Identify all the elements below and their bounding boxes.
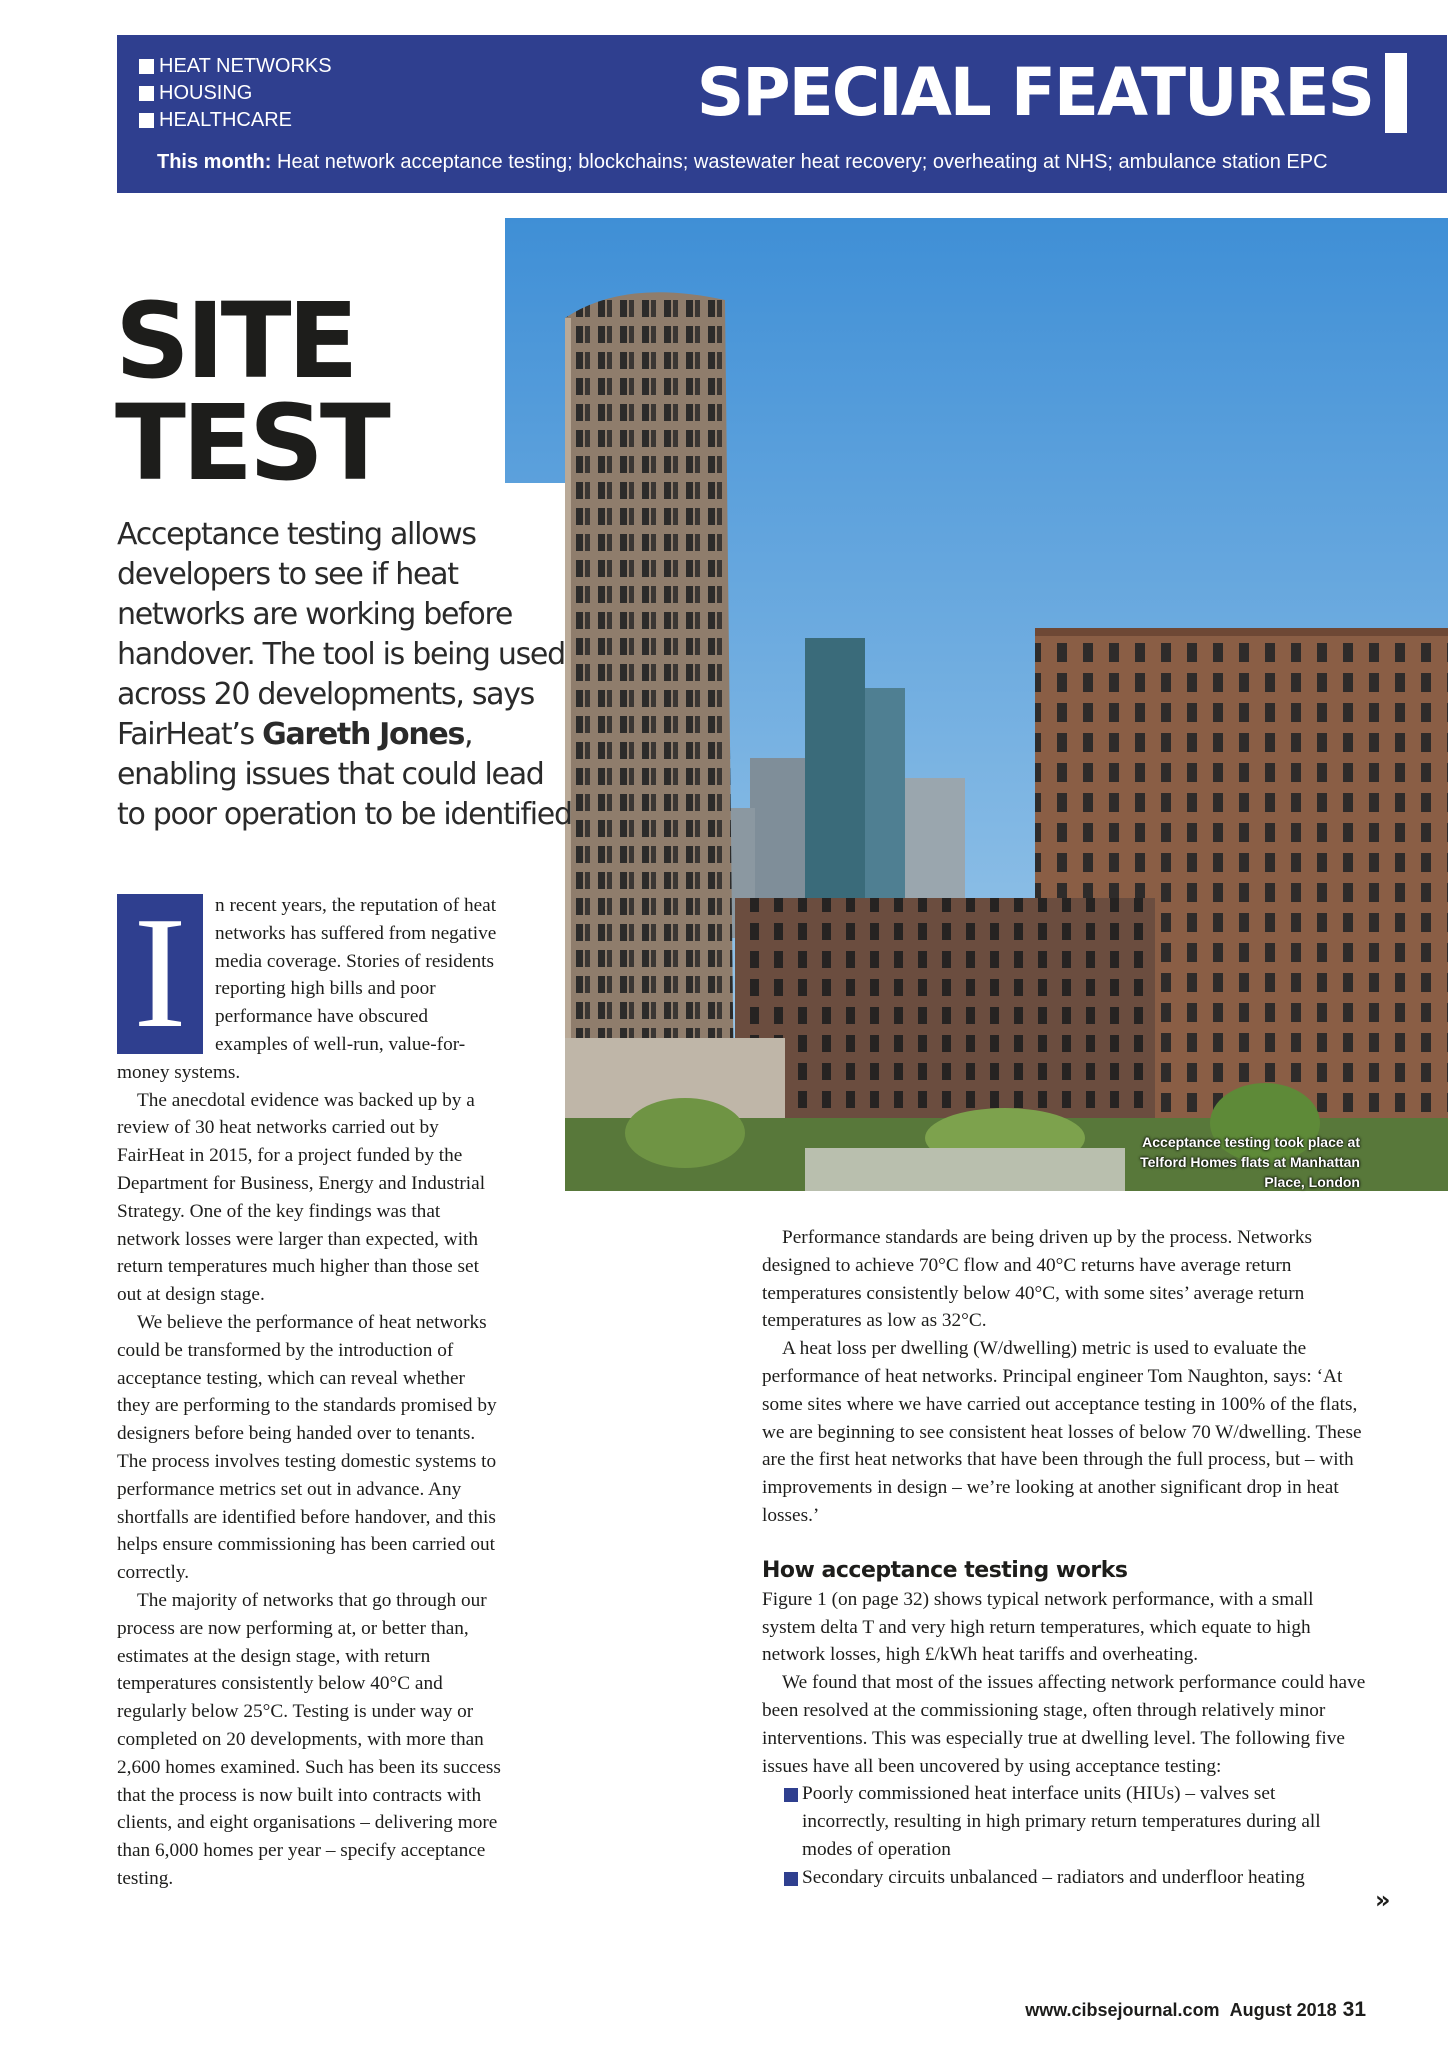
- body-paragraph: n recent years, the reputation of heat networks has suffered from negative media coverage. Stories of residents reporting high bills and poor performance have obscured examples of well-run, value-for-money systems.: [117, 895, 497, 1083]
- section-banner: [117, 35, 1447, 193]
- square-bullet-icon: [784, 1872, 798, 1886]
- this-month-label: This month:: [157, 151, 272, 173]
- continue-arrow-icon: »: [1375, 1886, 1391, 1914]
- body-column-left: [117, 883, 502, 1893]
- banner-tags: [139, 53, 332, 134]
- drop-cap-letter: I: [133, 883, 187, 1061]
- tag-label: HEALTHCARE: [159, 109, 292, 131]
- page-number: 31: [1342, 1998, 1366, 2021]
- tag-item: [139, 80, 332, 107]
- standfirst-text: Acceptance testing allows developers to see if heat networks are working before handover. The tool is being used across 20 developments, says FairHeat’s: [117, 517, 565, 752]
- photo-caption: Acceptance testing took place at Telford Homes flats at Manhattan Place, London: [1140, 1134, 1360, 1190]
- section-title-text: SPECIAL FEATURES: [696, 54, 1373, 131]
- hero-photo: [505, 218, 1448, 1191]
- building-photo-illustration: [505, 218, 1448, 1191]
- body-paragraph: We found that most of the issues affecting network performance could have been resolved at the commissioning stage, often through relatively minor interventions. This was especially true at dwelling level. The following five issues have all been uncovered by using acceptance testing:: [762, 1672, 1366, 1777]
- body-column-right: [762, 1224, 1367, 1892]
- square-bullet-icon: [139, 113, 154, 128]
- footer-issue: August 2018: [1229, 2000, 1337, 2020]
- tag-label: HOUSING: [159, 82, 253, 104]
- body-paragraph: The majority of networks that go through our process are now performing at, or better than, estimates at the design stage, with return temperatures consistently below 40°C and regularly below 25°C. Testing is under way or completed on 20 developments, with more than 2,600 homes examined. Such has been its success that the process is now built into contracts with clients, and eight organisations – delivering more than 6,000 homes per year – specify acceptance testing.: [117, 1589, 501, 1889]
- list-item: [762, 1780, 1367, 1863]
- list-item: [762, 1864, 1367, 1892]
- list-item-text: Secondary circuits unbalanced – radiators and underfloor heating: [802, 1866, 1305, 1888]
- this-month-line: [157, 151, 1328, 174]
- drop-cap: [117, 883, 203, 1061]
- body-paragraph: A heat loss per dwelling (W/dwelling) metric is used to evaluate the performance of heat networks. Principal engineer Tom Naughton, says: ‘At some sites where we have carried out acceptance testing in 100% of the flats, we are beginning to see consistent heat losses of below 70 W/dwelling. These are the first heat networks that have been through the full process, but – with improvements in design – we’re looking at another significant drop in heat losses.’: [762, 1338, 1362, 1526]
- subheading: How acceptance testing works: [762, 1557, 1128, 1583]
- square-bullet-icon: [139, 59, 154, 74]
- title-line-1: SITE: [115, 280, 355, 402]
- standfirst-text-end: , enabling issues that could lead to poor operation to be identified: [117, 717, 572, 832]
- body-paragraph: We believe the performance of heat networks could be transformed by the introduction of acceptance testing, which can reveal whether they are performing to the standards promised by designers before being handed over to tenants. The process involves testing domestic systems to performance metrics set out in advance. Any shortfalls are identified before handover, and this helps ensure commissioning has been carried out correctly.: [117, 1311, 497, 1584]
- footer-website: www.cibsejournal.com: [1025, 2000, 1220, 2020]
- article-title: [115, 280, 387, 504]
- page-footer: [1025, 1998, 1366, 2022]
- author-name: Gareth Jones: [262, 717, 465, 752]
- body-paragraph: Performance standards are being driven up by the process. Networks designed to achieve 70°C flow and 40°C returns have average return temperatures consistently below 40°C, with some sites’ average return temperatures as low as 32°C.: [762, 1227, 1313, 1332]
- body-paragraph: The anecdotal evidence was backed up by a review of 30 heat networks carried out by FairHeat in 2015, for a project funded by the Department for Business, Energy and Industrial Strategy. One of the key findings was that network losses were larger than expected, with return temperatures much higher than those set out at design stage.: [117, 1089, 486, 1306]
- title-line-2: TEST: [115, 382, 387, 504]
- standfirst: [117, 515, 577, 835]
- tag-item: [139, 53, 332, 80]
- tag-label: HEAT NETWORKS: [159, 55, 332, 77]
- this-month-text: Heat network acceptance testing; blockchains; wastewater heat recovery; overheating at NHS; ambulance station EPC: [277, 151, 1328, 173]
- title-bar-icon: [1385, 53, 1407, 133]
- body-paragraph: Figure 1 (on page 32) shows typical network performance, with a small system delta T and very high return temperatures, which equate to high network losses, high £/kWh heat tariffs and overheating.: [762, 1588, 1314, 1666]
- tag-item: [139, 107, 332, 134]
- list-item-text: Poorly commissioned heat interface units (HIUs) – valves set incorrectly, resulting in high primary return temperatures during all modes of operation: [802, 1783, 1321, 1860]
- section-title: [697, 53, 1407, 133]
- square-bullet-icon: [139, 86, 154, 101]
- square-bullet-icon: [784, 1788, 798, 1802]
